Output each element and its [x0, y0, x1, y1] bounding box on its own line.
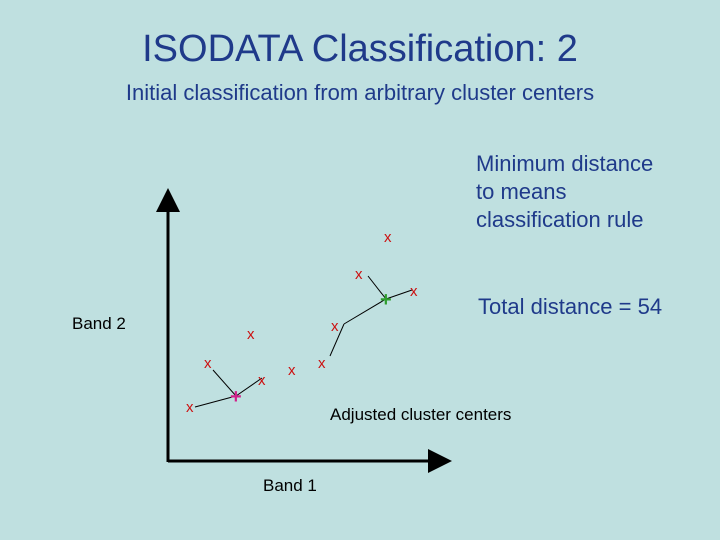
- data-point: x: [355, 266, 363, 283]
- total-distance-text: Total distance = 54: [478, 294, 663, 319]
- data-point: x: [204, 355, 212, 372]
- adjusted-centers-label: Adjusted cluster centers: [330, 405, 512, 424]
- slide-title: ISODATA Classification: 2: [142, 28, 578, 70]
- rule-line-1: Minimum distance: [476, 151, 654, 176]
- cluster-center-lower: +: [230, 386, 242, 408]
- data-point: x: [288, 362, 296, 379]
- cluster-center-upper: +: [380, 289, 392, 311]
- data-point: x: [384, 229, 392, 246]
- data-point: x: [410, 283, 418, 300]
- rule-line-2: to means: [476, 179, 567, 204]
- y-axis-label: Band 2: [72, 314, 126, 333]
- data-point: x: [318, 355, 326, 372]
- data-point: x: [258, 372, 266, 389]
- data-point: x: [331, 318, 339, 335]
- rule-line-3: classification rule: [476, 207, 644, 232]
- slide-subtitle: Initial classification from arbitrary cluster centers: [125, 80, 595, 105]
- data-point: x: [247, 326, 255, 343]
- x-axis-label: Band 1: [263, 476, 317, 495]
- data-point: x: [186, 399, 194, 416]
